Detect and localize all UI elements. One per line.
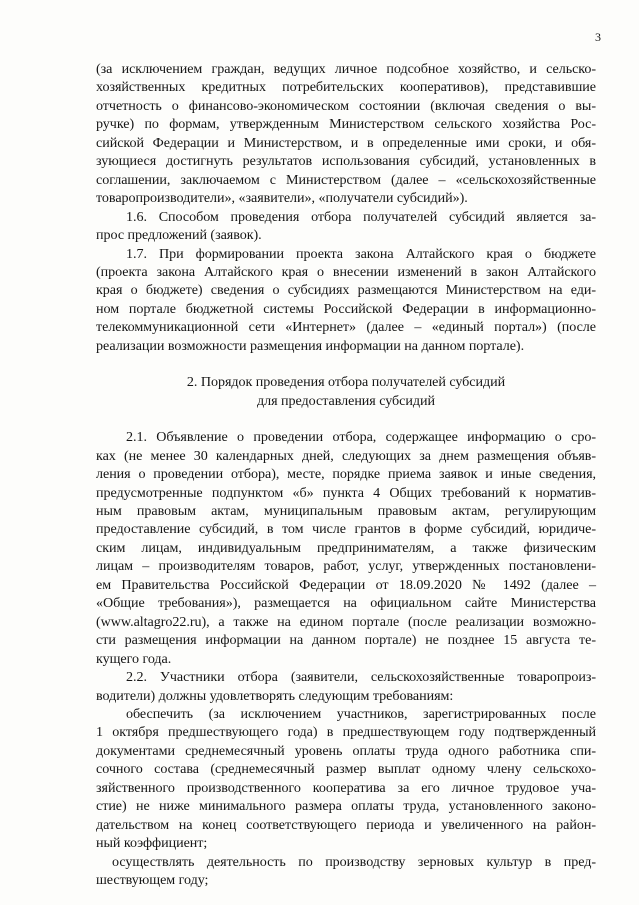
- text-line: (www.altagro22.ru), а также на едином портале (после реализации возможно-: [96, 613, 596, 630]
- paragraph-p-2-2-b: [96, 853, 596, 890]
- text-line: хозяйственных кредитных потребительских кооперативов), представившие: [96, 79, 596, 96]
- text-line: сочного состава (среднемесячный размер выплат одному члену сельскохо-: [96, 761, 596, 778]
- text-line: реализации возможности размещения информации на данном портале).: [96, 337, 525, 354]
- text-line: ским лицам, индивидуальным предпринимателям, а также физическим: [96, 539, 596, 556]
- text-line: водители) должны удовлетворять следующим требованиям:: [96, 687, 454, 704]
- text-line: ным правовым актам, муниципальным правовым актам, регулирующим: [96, 502, 596, 519]
- text-line: кущего года.: [96, 650, 172, 667]
- text-line: (проекта закона Алтайского края о внесении изменений в закон Алтайского: [96, 263, 596, 280]
- text-line: зяйственного производственного кооператива за его личное трудовое уча-: [96, 779, 596, 796]
- text-line: (за исключением граждан, ведущих личное подсобное хозяйство, и сельско-: [96, 61, 596, 77]
- text-line: телекоммуникационной сети «Интернет» (далее – «единый портал») (после: [96, 319, 596, 336]
- heading-spacer-bottom: [96, 410, 596, 428]
- section-2-body: [96, 428, 596, 889]
- text-line: лицам – производителям товаров, работ, услуг, утвержденных постановлени-: [96, 558, 596, 575]
- text-line: 2.2. Участники отбора (заявители, сельскохозяйственные товаропроиз-: [126, 669, 596, 686]
- text-line: «Общие требования»), размещается на официальном сайте Министерства: [96, 595, 596, 612]
- text-line: отчетность о финансово-экономическом состоянии (включая сведения о вы-: [96, 97, 596, 114]
- text-line: сийской Федерации и Министерством, и в определенные ими сроки, и обя-: [96, 134, 596, 151]
- text-line: 1 октября предшествующего года) в предшествующем году подтвержденный: [96, 724, 596, 741]
- text-line: шествующем году;: [96, 872, 209, 889]
- text-line: ках (не менее 30 календарных дней, следующих за днем размещения объяв-: [96, 447, 596, 464]
- text-line: сти размещения информации на данном портале) не позднее 15 августа те-: [96, 632, 596, 649]
- text-line: предоставление субсидий, в том числе грантов в форме субсидий, юридиче-: [96, 521, 596, 538]
- text-line: предусмотренные подпунктом «б» пункта 4 Общих требований к норматив-: [96, 484, 596, 501]
- paragraph-p-1-7: [96, 245, 596, 356]
- text-line: прос предложений (заявок).: [96, 227, 262, 244]
- text-line: стие) не ниже минимального размера оплаты труда, установленного законо-: [96, 798, 596, 815]
- paragraph-p-1-5-cont: [96, 60, 596, 208]
- text-line: 1.7. При формировании проекта закона Алтайского края о бюджете: [126, 245, 596, 262]
- section-heading-line-2: для предоставления субсидий: [257, 392, 435, 409]
- text-line: ления о проведении отбора), месте, порядке приема заявок и иные сведения,: [96, 466, 596, 483]
- text-line: ном портале бюджетной системы Российской Федерации в информационно-: [96, 300, 596, 317]
- paragraph-p-1-6: [96, 208, 596, 245]
- text-line: дательством на конец соответствующего периода и увеличенного на район-: [96, 816, 596, 833]
- text-line: осуществлять деятельность по производству зерновых культур в пред-: [112, 853, 596, 870]
- text-line: зующиеся достигнуть результатов использования субсидий, установленных в: [96, 153, 596, 170]
- section-1-continuation: [96, 60, 596, 355]
- paragraph-p-2-2-a: [96, 705, 596, 853]
- paragraph-p-2-1: [96, 428, 596, 668]
- section-heading-line-1: 2. Порядок проведения отбора получателей субсидий: [186, 374, 506, 391]
- text-line: края о бюджете) сведения о субсидиях размещаются Министерством на еди-: [96, 282, 596, 299]
- text-line: товаропроизводители», «заявители», «получатели субсидий»).: [96, 190, 468, 207]
- text-line: 1.6. Способом проведения отбора получателей субсидий является за-: [126, 208, 596, 225]
- paragraph-p-2-2: [96, 668, 596, 705]
- text-line: соглашении, заключаемом с Министерством (далее – «сельскохозяйственные: [96, 171, 596, 188]
- text-line: ный коэффициент;: [96, 835, 208, 852]
- text-line: ем Правительства Российской Федерации от 18.09.2020 № 1492 (далее –: [96, 576, 596, 593]
- heading-spacer-top: [96, 355, 596, 373]
- text-line: обеспечить (за исключением участников, зарегистрированных после: [126, 705, 596, 722]
- page-number: 3: [595, 30, 601, 44]
- text-line: документами среднемесячный уровень оплаты труда одного работника спи-: [96, 742, 596, 759]
- text-line: 2.1. Объявление о проведении отбора, содержащее информацию о сро-: [126, 429, 596, 446]
- document-body: [96, 60, 596, 889]
- text-line: ручке) по формам, утвержденным Министерством сельского хозяйства Рос-: [96, 116, 596, 133]
